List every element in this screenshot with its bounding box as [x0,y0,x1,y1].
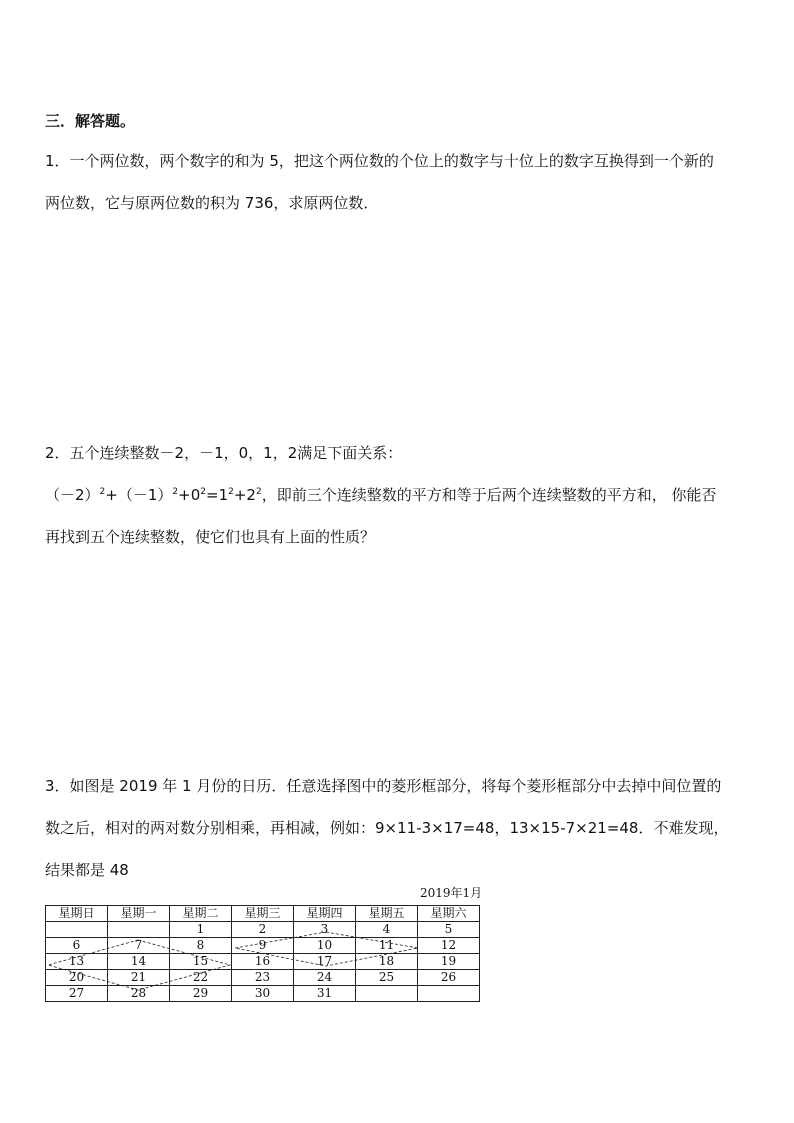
calendar-week-row [46,954,480,970]
calendar-caption: 2019年1月 [420,886,483,900]
calendar-week-row [46,986,480,1002]
weekday-header: 星期五 [356,906,418,922]
day-cell: 30 [232,986,294,1002]
day-cell: 28 [108,986,170,1002]
weekday-header: 星期一 [108,906,170,922]
day-cell: 31 [294,986,356,1002]
day-cell: 14 [108,954,170,970]
day-cell [46,922,108,938]
day-cell: 25 [356,970,418,986]
day-cell [356,986,418,1002]
day-cell: 24 [294,970,356,986]
day-cell: 16 [232,954,294,970]
day-cell: 11 [356,938,418,954]
day-cell: 17 [294,954,356,970]
day-cell: 7 [108,938,170,954]
weekday-header: 星期二 [170,906,232,922]
day-cell: 20 [46,970,108,986]
day-cell [108,922,170,938]
day-cell: 22 [170,970,232,986]
weekday-header: 星期四 [294,906,356,922]
day-cell: 15 [170,954,232,970]
weekday-header: 星期六 [418,906,480,922]
day-cell: 4 [356,922,418,938]
exponent: 2 [172,487,179,497]
exponent: 2 [228,487,234,497]
q2-line-2 [45,484,717,505]
calendar-week-row [46,970,480,986]
formula-term-a: （－2） [45,486,100,504]
day-cell: 2 [232,922,294,938]
q3-line-2: 数之后，相对的两对数分别相乘，再相减，例如：9×11-3×17=48，13×15-7×21=48．不难发现， [45,819,729,837]
q2-line-1: 2．五个连续整数－2，－1，0，1，2满足下面关系： [45,444,403,462]
calendar-week-row [46,938,480,954]
day-cell: 26 [418,970,480,986]
calendar-header-row [46,906,480,922]
q3-line-1: 3．如图是 2019 年 1 月份的日历．任意选择图中的菱形框部分，将每个菱形框部分中去掉中间位置的 [45,777,722,795]
exponent: 2 [200,487,206,497]
day-cell: 10 [294,938,356,954]
section-heading: 三．解答题。 [45,112,136,130]
formula-term-d: =1 [206,486,229,504]
day-cell: 9 [232,938,294,954]
q1-line-1: 1．一个两位数，两个数字的和为 5，把这个两位数的个位上的数字与十位上的数字互换得到一个新的 [45,152,714,170]
day-cell: 21 [108,970,170,986]
day-cell: 8 [170,938,232,954]
q2-line-3: 再找到五个连续整数，使它们也具有上面的性质？ [45,528,376,546]
day-cell: 18 [356,954,418,970]
day-cell: 5 [418,922,480,938]
day-cell: 23 [232,970,294,986]
exponent: 2 [255,487,262,497]
day-cell: 6 [46,938,108,954]
day-cell [418,986,480,1002]
q3-line-3: 结果都是 48 [45,861,129,879]
calendar-table [45,905,480,1002]
day-cell: 1 [170,922,232,938]
formula-term-b: +（－1） [105,486,173,504]
weekday-header: 星期三 [232,906,294,922]
q2-line-2-text: ，即前三个连续整数的平方和等于后两个连续整数的平方和， 你能否 [261,486,717,504]
day-cell: 19 [418,954,480,970]
formula-term-c: +0 [178,486,201,504]
day-cell: 12 [418,938,480,954]
day-cell: 29 [170,986,232,1002]
weekday-header: 星期日 [46,906,108,922]
q1-line-2: 两位数，它与原两位数的积为 736，求原两位数． [45,194,379,212]
day-cell: 3 [294,922,356,938]
day-cell: 13 [46,954,108,970]
exponent: 2 [99,487,106,497]
formula-term-e: +2 [233,486,256,504]
calendar-week-row [46,922,480,938]
day-cell: 27 [46,986,108,1002]
